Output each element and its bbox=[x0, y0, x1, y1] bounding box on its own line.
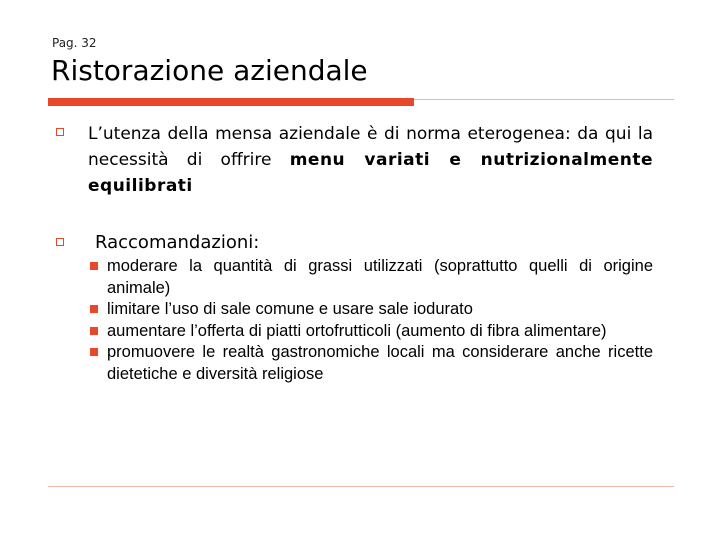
list-item-text: moderare la quantità di grassi utilizzati (soprattutto quelli di origine animale) bbox=[107, 257, 653, 297]
list-item bbox=[107, 342, 653, 385]
page-label: Pag. 32 bbox=[52, 36, 97, 50]
list-item-text: limitare l’uso di sale comune e usare sale iodurato bbox=[107, 300, 473, 318]
hollow-square-bullet-icon bbox=[56, 238, 64, 246]
paragraph-1-text: L’utenza della mensa aziendale è di norma eterogenea: da qui la necessità di offrire bbox=[88, 124, 653, 170]
footer-divider bbox=[48, 486, 674, 487]
filled-square-bullet-icon bbox=[90, 262, 98, 270]
list-item-text: aumentare l’offerta di piatti ortofrutticoli (aumento di fibra alimentare) bbox=[107, 321, 607, 340]
filled-square-bullet-icon bbox=[90, 305, 98, 313]
list-item-text: promuovere le realtà gastronomiche locali ma considerare anche ricette dietetiche e diversità religiose bbox=[107, 343, 653, 383]
filled-square-bullet-icon bbox=[90, 348, 98, 356]
recommendations-heading: Raccomandazioni: bbox=[95, 232, 260, 253]
bullet-paragraph-1 bbox=[88, 121, 653, 199]
title-accent-bar bbox=[48, 98, 414, 106]
list-item bbox=[107, 299, 653, 321]
paragraph-1-bold-text: menu variati e nutrizionalmente equilibrati bbox=[88, 150, 653, 196]
filled-square-bullet-icon bbox=[90, 327, 98, 335]
list-item bbox=[107, 256, 653, 299]
hollow-square-bullet-icon bbox=[56, 128, 64, 136]
list-item bbox=[107, 321, 653, 343]
recommendations-list bbox=[107, 256, 653, 385]
page-title: Ristorazione aziendale bbox=[51, 54, 368, 87]
